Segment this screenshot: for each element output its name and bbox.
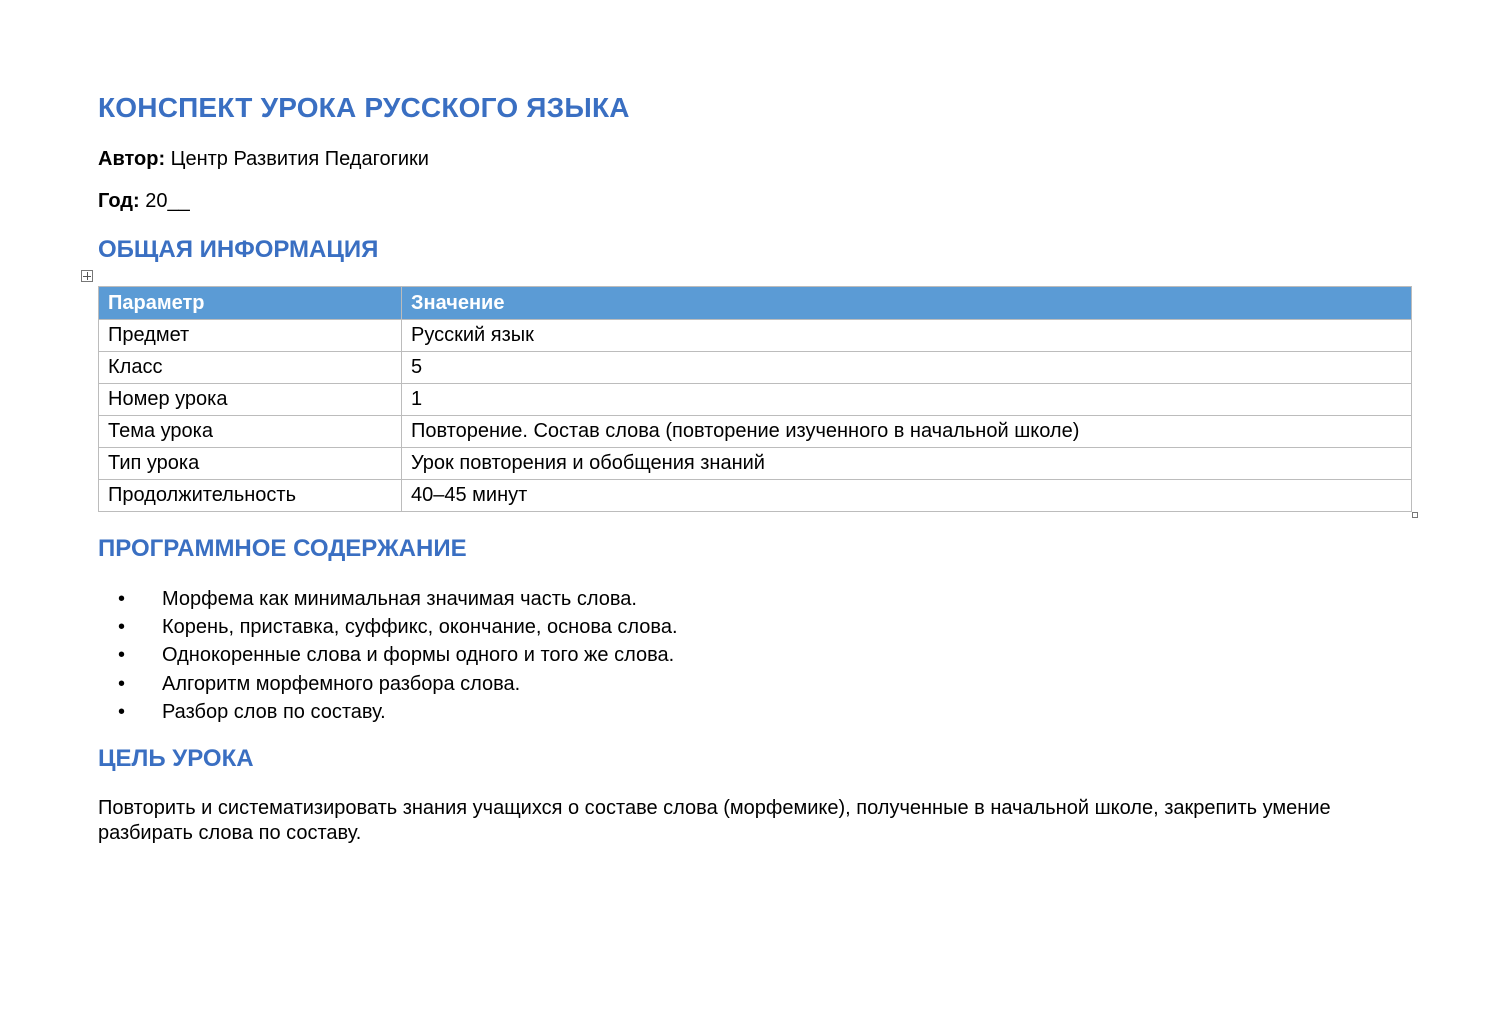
table-cell-value[interactable]: 40–45 минут: [402, 480, 1412, 512]
table-row: [99, 384, 1412, 416]
table-cell-param[interactable]: Тип урока: [99, 448, 402, 480]
table-resize-handle-icon[interactable]: [1412, 512, 1418, 518]
table-cell-value[interactable]: 5: [402, 352, 1412, 384]
author-line: [98, 148, 429, 171]
list-item-text: Морфема как минимальная значимая часть слова.: [162, 588, 637, 610]
table-cell-value[interactable]: Русский язык: [402, 320, 1412, 352]
table-cell-param[interactable]: Класс: [99, 352, 402, 384]
author-value: Центр Развития Педагогики: [170, 148, 429, 170]
table-cell-param[interactable]: Предмет: [99, 320, 402, 352]
list-item: [98, 671, 678, 699]
bullet-icon: •: [118, 588, 126, 610]
list-item: [98, 699, 678, 727]
info-table: [98, 286, 1412, 512]
table-row: [99, 480, 1412, 512]
goal-paragraph: Повторить и систематизировать знания учащихся о составе слова (морфемике), полученные в начальной школе, закрепить умение разбирать слова по составу.: [98, 797, 1331, 844]
table-row: [99, 352, 1412, 384]
year-line: [98, 190, 190, 213]
table-header-cell: Значение: [402, 287, 1412, 320]
bullet-icon: •: [118, 644, 126, 667]
list-item: [98, 642, 678, 670]
section-heading-info: ОБЩАЯ ИНФОРМАЦИЯ: [98, 236, 379, 263]
table-cell-param[interactable]: Номер урока: [99, 384, 402, 416]
list-item-text: Алгоритм морфемного разбора слова.: [162, 672, 521, 695]
table-cell-param[interactable]: Тема урока: [99, 416, 402, 448]
year-value: 20__: [145, 190, 190, 212]
author-label: Автор:: [98, 148, 166, 170]
bullet-icon: •: [118, 616, 126, 639]
table-row: [99, 320, 1412, 352]
bullet-icon: •: [118, 672, 126, 695]
list-item: [98, 614, 678, 642]
content-list: [98, 586, 678, 727]
table-cell-value[interactable]: 1: [402, 384, 1412, 416]
table-header-cell: Параметр: [99, 287, 402, 320]
table-row: [99, 448, 1412, 480]
section-heading-content: ПРОГРАММНОЕ СОДЕРЖАНИЕ: [98, 535, 467, 562]
table-cell-value[interactable]: Повторение. Состав слова (повторение изученного в начальной школе): [402, 416, 1412, 448]
list-item-text: Корень, приставка, суффикс, окончание, основа слова.: [162, 616, 678, 639]
list-item-text: Однокоренные слова и формы одного и того же слова.: [162, 644, 675, 667]
table-move-handle-icon[interactable]: [81, 270, 93, 282]
document-title: КОНСПЕКТ УРОКА РУССКОГО ЯЗЫКА: [98, 92, 630, 123]
list-item-text: Разбор слов по составу.: [162, 700, 386, 723]
table-row: [99, 416, 1412, 448]
table-cell-value[interactable]: Урок повторения и обобщения знаний: [402, 448, 1412, 480]
section-heading-goal: ЦЕЛЬ УРОКА: [98, 745, 254, 772]
table-cell-param[interactable]: Продолжительность: [99, 480, 402, 512]
list-item: [98, 586, 678, 614]
year-label: Год:: [98, 190, 140, 212]
bullet-icon: •: [118, 700, 126, 723]
table-header-row: [99, 287, 1412, 320]
